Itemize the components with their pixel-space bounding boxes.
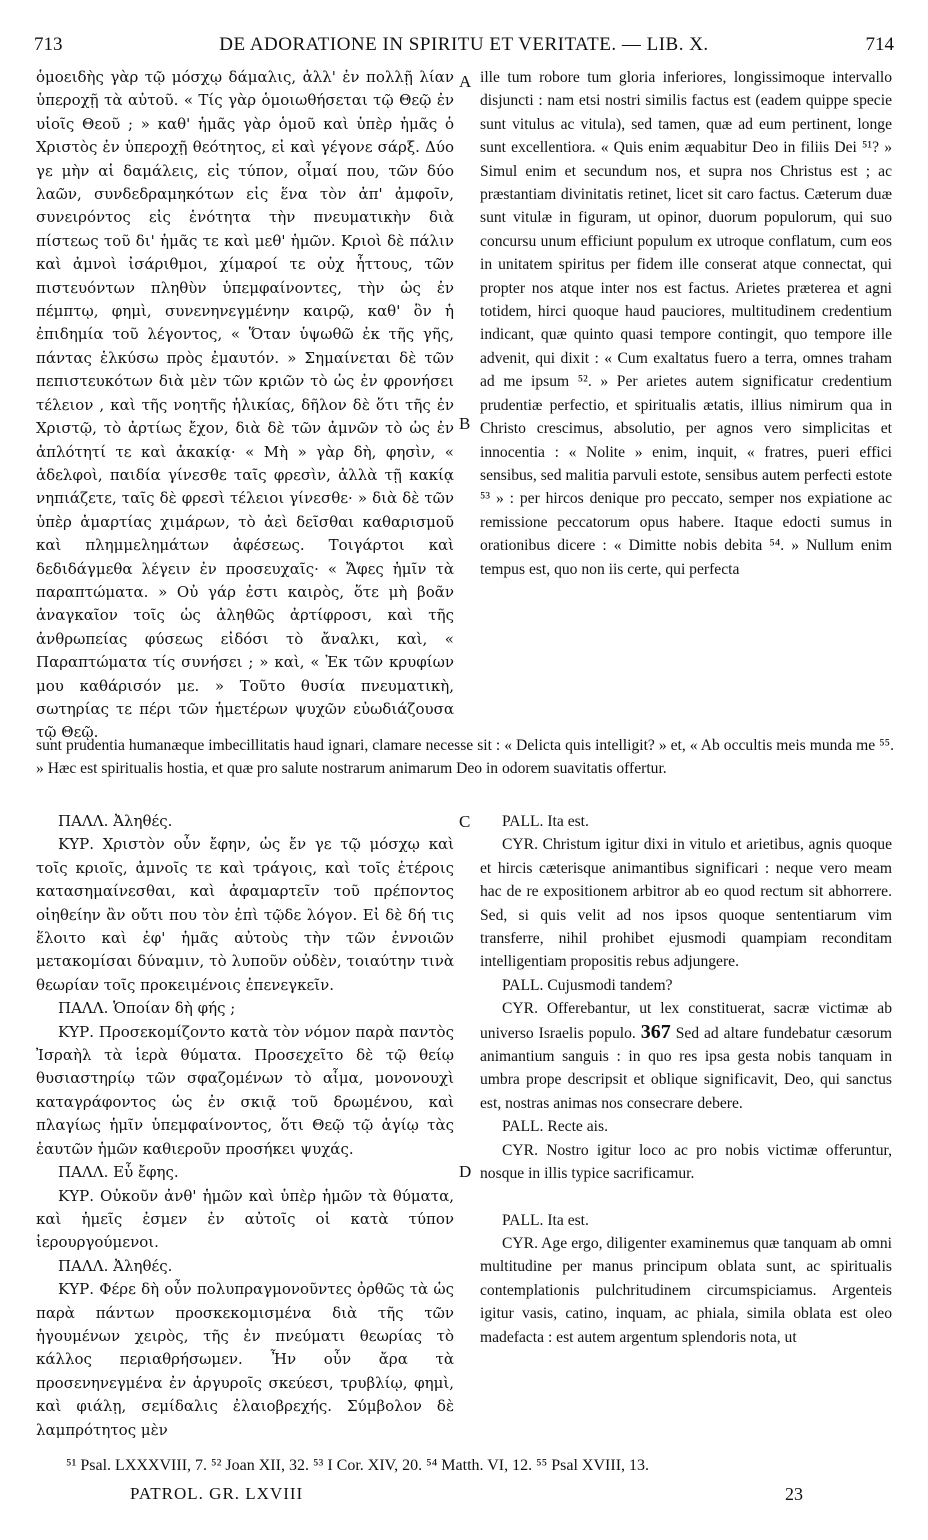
- greek-speech-pall: ΠΑΛΛ. Ἀληθές.: [58, 812, 173, 830]
- latin-speech-cyr: CYR. Age ergo, diligenter examinemus quæ tanquam ab omni multitudine per manus principum oblata sunt, ac spiritualis contemplationis pulchritudinem circumspiciamus. Argenteis igitur vasis, catino, inquam, ac phiala, simila oblata est oleo madefacta : est autem argentum splendoris nota, ut: [480, 1234, 892, 1346]
- gathering-signature: 23: [785, 1484, 803, 1504]
- latin-column-top: [480, 66, 892, 581]
- greek-speech-cyr: ΚΥΡ. Φέρε δὴ οὖν πολυπραγμονοῦντες ὀρθῶς τὰ ὡς παρὰ πάντων προσκεκομισμένα διὰ τῆς τῶν ἡγουμένων χειρὸς, τῆς ἐν πνεύματι θεωρίας τὸ κάλλος περιαθρήσωμεν. Ἦν οὖν ἄρα τὰ προσενηνεγμένα ἐν ἀργυροῖς σκεύεσι, τρυβλίῳ, φημὶ, καὶ φιάλῃ, σεμίδαλις ἐλαιοβρεχής. Σύμβολον δὲ λαμπρότητος μὲν: [36, 1280, 454, 1439]
- running-header: [34, 34, 894, 60]
- greek-speech-cyr: ΚΥΡ. Προσεκομίζοντο κατὰ τὸν νόμον παρὰ παντὸς Ἰσραὴλ τὰ ἱερὰ θύματα. Προσεχεῖτο δὲ τῷ θείῳ θυσιαστηρίῳ τῶν σφαζομένων τὸ αἷμα, μονονουχὶ καταγράφοντος ὡς ἐν σκιᾷ τοῦ δρωμένου, καὶ πλαγίως ἡμῖν ὑπεμφαίνοντος, ὅτι Θεῷ τῷ ἁγίῳ τὰς ἑαυτῶν ἡμῶν καθιεροῦν προσήκει ψυχάς.: [36, 1022, 454, 1158]
- greek-paragraph: ὁμοειδὴς γὰρ τῷ μόσχῳ δάμαλις, ἀλλ' ἐν πολλῇ λίαν ὑπεροχῇ τὰ αὐτοῦ. « Τίς γὰρ ὁμοιωθήσεται τῷ Θεῷ ἐν υἱοῖς Θεοῦ ; » καθ' ἡμᾶς γὰρ ὁμοῦ καὶ ὑπὲρ ἡμᾶς ὁ Χριστὸς ἐν ὑπεροχῇ θεότητος, εἰ καὶ γέγονε σάρξ. Δύο γε μὴν αἱ δαμάλεις, εἰς τύπον, οἶμαί που, τῶν δύο λαῶν, συνδεδραμηκότων εἰς ἕνα τὸν ἀπ' ἀμφοῖν, συνειρόντος εἰς ἑνότητα τὴν πνευματικὴν διὰ πίστεως τοῦ δι' ἡμᾶς τε καὶ μεθ' ἡμῶν. Κριοὶ δὲ πάλιν καὶ ἀμνοὶ ἰσάριθμοι, χίμαροί τε οὐχ ἧττους, τῶν πιστευόντων πληθὺν ὑπεμφαίνοντες, τὴν ὡς ἐν πέμπτῳ, φημὶ, συνενηνεγμένην καιρῷ, καθ' ὃν ἡ ἐπιδημία τοῦ λέγοντος, « Ὅταν ὑψωθῶ ἐκ τῆς γῆς, πάντας ἑλκύσω πρὸς ἐμαυτόν. » Σημαίνεται δὲ τῶν πεπιστευκότων διὰ μὲν τῶν κριῶν τὸ ὡς ἐν φρονήσει τέλειον , καὶ τῆς νοητῆς ἡλικίας, δῆλον δὲ ὅτι τῆς ἐν Χριστῷ, τὸ ἀρτίως ἔχον, διὰ δὲ τῶν ἀμνῶν τὸ ὡς ἐν ἁπλότητί τε καὶ ἀκακίᾳ· « Μὴ » γὰρ δὴ, φησὶν, « ἀδελφοὶ, παιδία γίνεσθε ταῖς φρεσὶν, ἀλλὰ τῇ κακίᾳ νηπιάζετε, ταῖς δὲ φρεσὶ τέλειοι γίνεσθε· » διὰ δὲ τῶν ὑπὲρ ἁμαρτίας χιμάρων, τὸ ἀεὶ δεῖσθαι καθαρισμοῦ καὶ πλημμελημάτων ἀφέσεως. Τοιγάρτοι καὶ δεδιδάγμεθα λέγειν ἐν προσευχαῖς· « Ἄφες ἡμῖν τὰ παραπτώματα. » Οὐ γάρ ἐστι καιρὸς, ὅτε μὴ βοᾶν ἀναγκαῖον τοῖς ὡς ἀληθῶς ἀρτίφροσι, καὶ τῆς ἀνθρωπείας φύσεως εἰδόσι τὸ ἄναλκι, καὶ, « Παραπτώματα τίς συνήσει ; » καὶ, « Ἐκ τῶν κρυφίων μου καθάρισόν με. » Τοῦτο θυσία πνευματικὴ, σωτηρίας τε πέρι τῶν ἡμετέρων ψυχῶν εὐωδιάζουσα τῷ Θεῷ.: [36, 68, 454, 742]
- margin-marker-d: D: [459, 1162, 472, 1181]
- margin-marker-c: C: [459, 812, 471, 831]
- greek-speech-cyr: ΚΥΡ. Χριστὸν οὖν ἔφην, ὡς ἔν γε τῷ μόσχῳ καὶ τοῖς κριοῖς, ἀμνοῖς τε καὶ τράγοις, καὶ τοῖς ἑτέροις κατασημαίνεσθαι, καὶ ἀφαμαρτεῖν τοῦ πρέποντος οἰηθείην ἂν οὔτι που τὸν ἐπὶ τῷδε λόγον. Εἰ δὲ δή τις ἕλοιτο καὶ ἐφ' ἡμᾶς αὐτοὺς τὴν τῶν ἐννοιῶν μετακομίσαι δύναμιν, τὸ λυποῦν οὐδὲν, τοιαύτην τινὰ θεωρίαν τοῖς προκειμένοις ἐπενεγκεῖν.: [36, 835, 454, 994]
- latin-speech-pall: PALL. Recte ais.: [502, 1118, 608, 1136]
- margin-marker-a: A: [459, 72, 472, 91]
- page-number-left: 713: [34, 34, 63, 55]
- greek-speech-pall: ΠΑΛΛ. Εὖ ἔφης.: [58, 1163, 179, 1182]
- greek-column-dialogue: [36, 810, 454, 1442]
- greek-speech-pall: ΠΑΛΛ. Ἀληθές.: [58, 1256, 173, 1275]
- margin-marker-b: B: [459, 414, 471, 433]
- latin-paragraph: ille tum robore tum gloria inferiores, longissimoque intervallo disjuncti : nam etsi nostri similis factus est (eadem quippe specie sunt vitulus ac vitula), sed tamen, quæ ad eum pertinent, longe sunt excellentiora. « Quis enim æquabitur Deo in filiis Dei ⁵¹? » Simul enim et secundum nos, et supra nos Christus est ; ac præstantiam divinitatis retinet, licet sit caro factus. Cæterum duæ sunt vitulæ in figuram, ut opinor, duorum populorum, qui suo concursu unum efficiunt populum ex utroque conflatum, cum eos in unitatem spiritus per fidem ille conserat atque connectat, qui propter nos atque inter nos est factus. Arietes præterea et agni totidem, hirci quoque haud pauciores, multitudinem credentium indicant, quæ quinto quasi tempore contingit, quo tempore ille advenit, qui dixit : « Cum exaltatus fuero a terra, omnes traham ad me ipsum ⁵². » Per arietes autem significatur credentium prudentiæ perfectio, et spiritualis ætatis, illius nimirum qua in Christo crescimus, absolutio, per agnos vero simplicitas et innocentia : « Nolite » enim, inquit, « fratres, pueri effici sensibus, sed malitia parvuli estote, sensibus autem perfecti estote ⁵³ » : per hircos denique pro peccato, semper nos expiatione ac remissione peccatorum opus habere. Itaque edocti sumus in orationibus dicere : « Dimitte nobis debita ⁵⁴. » Nullum enim tempus est, quo non iis certe, qui perfecta: [480, 69, 892, 578]
- latin-speech-cyr-text: Sed ad altare fundebatur cæsorum animantium sanguis : in quo res ipsa gesta nobis tanquam in umbra prope descripsit et oblique significavit, Deo, qui sanctus est, nostras animas nos consecrare debere.: [480, 1024, 892, 1112]
- latin-speech-pall: PALL. Ita est.: [502, 1211, 589, 1229]
- latin-speech-cyr-text: CYR. Offerebantur, ut lex constituerat, sacræ victimæ ab universo Israelis populo.: [480, 1000, 892, 1042]
- latin-speech-cyr: CYR. Nostro igitur loco ac pro nobis victimæ offeruntur, nosque in illis typice sacrificamur.: [480, 1141, 892, 1183]
- series-signature: PATROL. GR. LXVIII: [130, 1484, 304, 1503]
- running-title: DE ADORATIONE IN SPIRITU ET VERITATE. — LIB. X.: [219, 34, 709, 55]
- latin-speech-pall: PALL. Ita est.: [502, 813, 589, 830]
- latin-speech-pall: PALL. Cujusmodi tandem?: [502, 976, 673, 994]
- column-number: 367: [640, 1020, 671, 1043]
- page-number-right: 714: [865, 34, 894, 55]
- footnotes: ⁵¹ Psal. LXXXVIII, 7. ⁵² Joan XII, 32. ⁵³ I Cor. XIV, 20. ⁵⁴ Matth. VI, 12. ⁵⁵ Psal XVIII, 13.: [66, 1457, 650, 1474]
- latin-speech-cyr: [480, 997, 892, 1115]
- greek-column-top: [36, 66, 454, 745]
- latin-speech-cyr: CYR. Christum igitur dixi in vitulo et arietibus, agnis quoque et hircis cæterisque animantibus significari : neque vero meam hac de re expositionem arbitror ab eo quod rectum sit abhorrere. Sed, si quis velit ad nos ipsos quoque sententiarum vim transferre, nihil prohibet ejusmodi quampiam reconditam intelligentiam propositis rebus adjungere.: [480, 836, 892, 971]
- greek-speech-cyr: ΚΥΡ. Οὐκοῦν ἀνθ' ἡμῶν καὶ ὑπὲρ ἡμῶν τὰ θύματα, καὶ ἡμεῖς ἐσμεν ἐν αὐτοῖς οἱ κατὰ τύπον ἱερουργούμενοι.: [36, 1186, 454, 1252]
- greek-speech-pall: ΠΑΛΛ. Ὁποίαν δὴ φής ;: [58, 999, 236, 1018]
- full-width-continuation: [36, 734, 894, 781]
- latin-column-dialogue: [480, 810, 892, 1349]
- continuation-text: sunt prudentia humanæque imbecillitatis haud ignari, clamare necesse sit : « Delicta quis intelligit? » et, « Ab occultis meis munda me ⁵⁵. » Hæc est spiritualis hostia, et quæ pro salute nostrarum animarum Deo in odorem suavitatis offertur.: [36, 737, 894, 778]
